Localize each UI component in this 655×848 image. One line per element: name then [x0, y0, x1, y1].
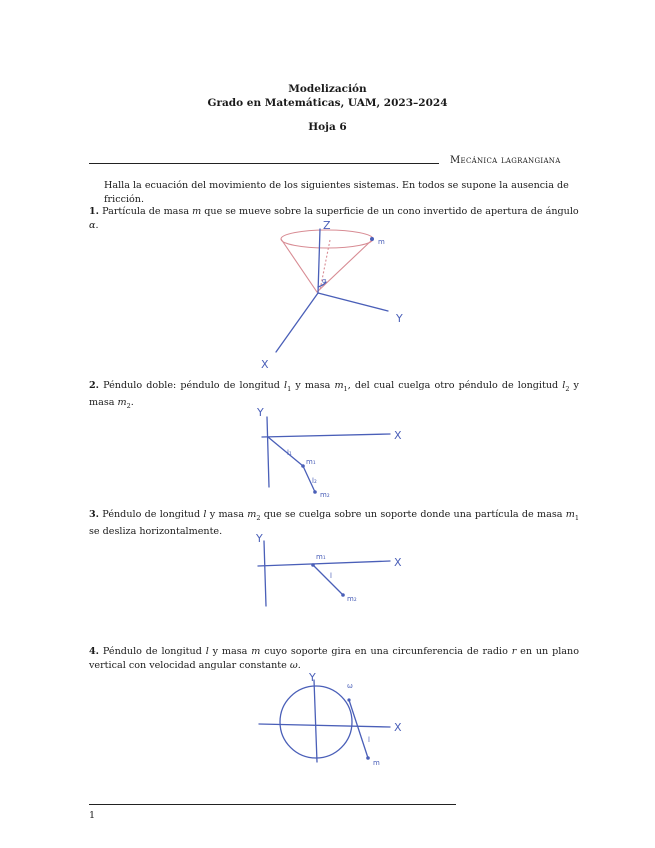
problem-text: . — [297, 659, 301, 671]
math-sub: 1 — [343, 384, 348, 393]
problem-text: que se mueve sobre la superficie de un cono invertido de apertura de ángulo — [201, 206, 579, 217]
m2-label: m₂ — [347, 595, 357, 603]
x-label: X — [394, 556, 402, 569]
m1-label: m₁ — [306, 458, 316, 466]
omega-label: ω — [347, 682, 353, 690]
problem-text: y masa — [291, 380, 335, 391]
l1-label: l₁ — [287, 449, 292, 457]
mass-label: m — [378, 238, 385, 246]
math-var: r — [511, 646, 517, 657]
problem-number: 3. — [89, 509, 100, 520]
x-label: X — [394, 429, 402, 442]
math-sub: 2 — [126, 402, 131, 411]
m-label: m — [373, 759, 380, 767]
problem-text: Péndulo de longitud — [102, 509, 204, 520]
m1-label: m₁ — [316, 553, 326, 561]
math-sub: 1 — [574, 513, 579, 522]
math-var: α — [89, 219, 96, 231]
y-label: Y — [257, 406, 264, 419]
l-label: l — [368, 736, 370, 744]
x-axis — [259, 724, 390, 727]
m2-label: m₂ — [320, 491, 330, 499]
problem-text: cuyo soporte gira en una circunferencia de radio — [260, 646, 512, 657]
l-label: l — [330, 572, 332, 580]
math-var: m — [247, 509, 257, 520]
problem-text: que se cuelga sobre un soporte donde una partícula de masa — [260, 509, 566, 520]
math-var: ω — [289, 659, 298, 671]
problem-text: Péndulo doble: péndulo de longitud — [103, 380, 285, 391]
alpha-label: α — [322, 277, 327, 285]
math-var: l — [284, 380, 288, 391]
problem-text: Partícula de masa — [102, 206, 193, 217]
y-label: Y — [309, 671, 316, 684]
x-label: X — [394, 721, 402, 734]
problem-text: Péndulo de longitud — [102, 646, 206, 657]
y-axis — [314, 680, 317, 762]
math-var: m — [334, 380, 344, 391]
math-var: l — [562, 380, 566, 391]
problem-number: 2. — [89, 380, 100, 391]
math-sub: 1 — [287, 384, 292, 393]
problem-text: y masa — [206, 509, 248, 520]
problem-text: y masa — [89, 380, 579, 409]
math-sub: 2 — [565, 384, 570, 393]
problem-text: . — [95, 219, 99, 231]
problem-text: en un plano vertical con velocidad angular constante — [89, 646, 579, 671]
math-var: m — [251, 646, 261, 657]
problem-number: 4. — [89, 646, 100, 657]
x-label: X — [261, 358, 269, 371]
problem-text: . — [130, 397, 134, 409]
math-sub: 2 — [256, 513, 261, 522]
math-var: m — [192, 206, 202, 217]
intro-text: Halla la ecuación del movimiento de los siguientes sistemas. En todos se supone la ausencia de fricción. — [104, 180, 569, 205]
problem-text: , del cual cuelga otro péndulo de longitud — [347, 380, 563, 391]
section-title: Mecánica lagrangiana — [450, 155, 561, 166]
course-subtitle: Grado en Matemáticas, UAM, 2023–2024 — [207, 97, 448, 109]
math-var: m — [117, 397, 127, 409]
l2-label: l₂ — [312, 477, 317, 485]
pivot-point — [347, 698, 350, 701]
problem-number: 1. — [89, 206, 100, 217]
course-title: Modelización — [288, 83, 367, 95]
page-number: 1 — [89, 810, 96, 821]
pendulum-mass-point — [366, 756, 370, 760]
math-var: m — [565, 509, 575, 520]
y-label: Y — [396, 312, 403, 325]
z-label: Z — [323, 219, 331, 232]
problem-text: y masa — [208, 646, 252, 657]
sheet-title: Hoja 6 — [308, 121, 347, 133]
problem-text: se desliza horizontalmente. — [89, 526, 223, 538]
math-var: l — [205, 646, 209, 657]
footer-rule — [89, 804, 456, 805]
math-var: l — [203, 509, 207, 520]
y-label: Y — [256, 532, 263, 545]
